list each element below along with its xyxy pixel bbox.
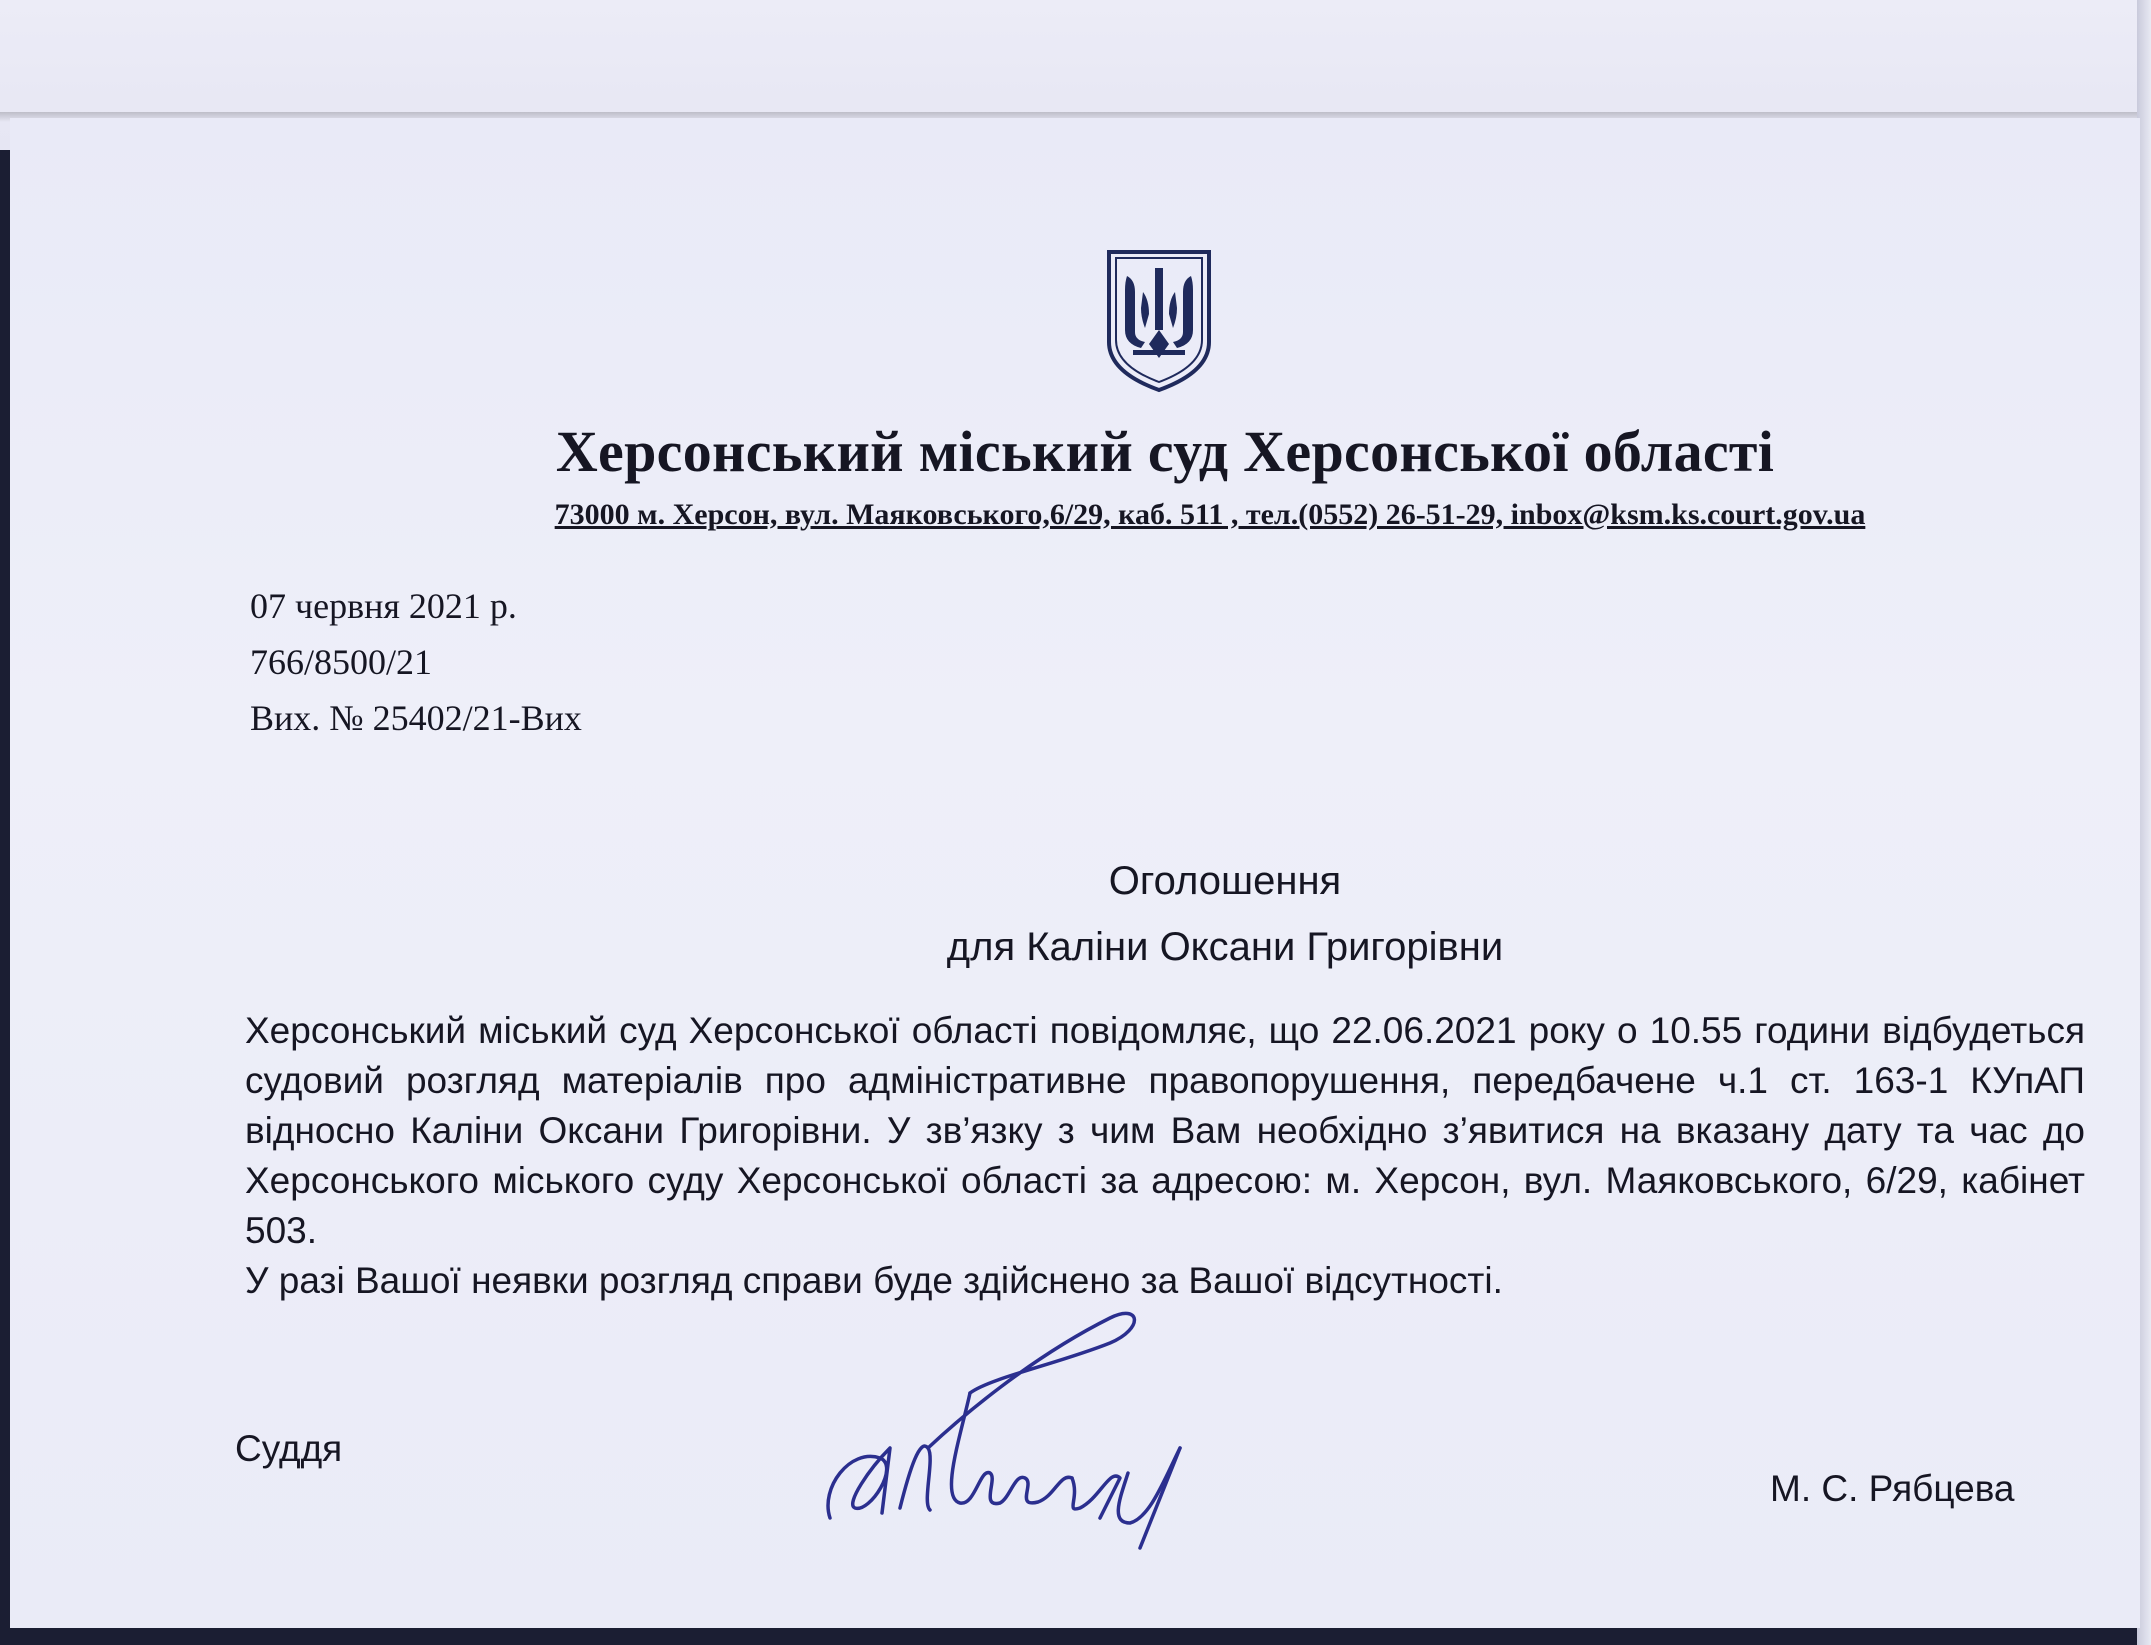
heading-title: Оголошення <box>1108 859 1342 903</box>
announcement-body <box>245 1006 2085 1306</box>
body-paragraph: У разі Вашої неявки розгляд справи буде здійснено за Вашої відсутності. <box>245 1260 1503 1301</box>
announcement-heading <box>10 848 2140 980</box>
signature-label: Суддя <box>235 1428 343 1469</box>
outgoing-number: Вих. № 25402/21-Вих <box>250 698 582 738</box>
court-title: Херсонський міський суд Херсонської області <box>555 419 1775 484</box>
case-number: 766/8500/21 <box>250 642 433 682</box>
court-address: 73000 м. Херсон, вул. Маяковського,6/29, каб. 511 , тел.(0552) 26-51-29, inbox@ksm.ks.court.gov.ua <box>554 498 1866 531</box>
judge-name: М. С. Рябцева <box>1770 1468 2015 1509</box>
heading-addressee: для Каліни Оксани Григорівни <box>946 925 1504 969</box>
court-letter <box>10 118 2140 1628</box>
coat-of-arms-icon <box>1103 246 1215 394</box>
body-paragraph: Херсонський міський суд Херсонської області повідомляє, що 22.06.2021 року о 10.55 години відбудеться судовий розгляд матеріалів про адміністративне правопорушення, передбачене ч.1 ст. 163-1 КУпАП відносно Каліни Оксани Григорівни. У зв’язку з чим Вам необхідно з’явитися на вказану дату та час до Херсонського міського суду Херсонської області за адресою: м. Херсон, вул. Маяковського, 6/29, кабінет 503. <box>245 1010 2085 1251</box>
signature-icon <box>810 1298 1290 1568</box>
document-meta <box>250 578 582 746</box>
document-date: 07 червня 2021 р. <box>250 586 517 626</box>
